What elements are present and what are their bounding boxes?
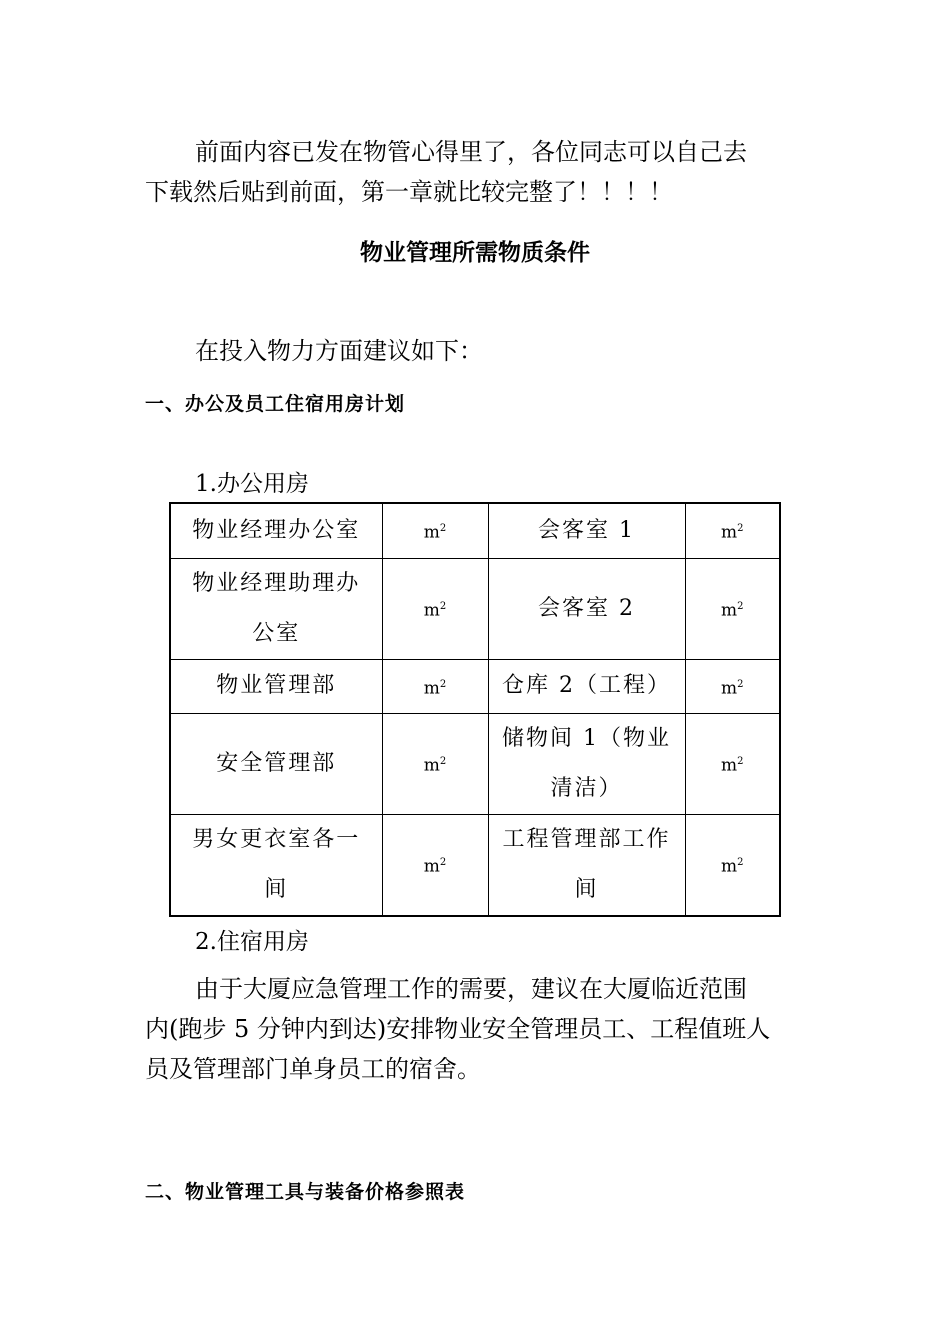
section-heading-1: 一、办公及员工住宿用房计划 [145,393,406,415]
room-name-cell: 物业经理办公室 [170,503,382,558]
area-unit-cell: $m^2$ [685,815,780,917]
room-name-cell: 安全管理部 [170,714,382,815]
room-name-cell: 物业管理部 [170,659,382,714]
intro-paragraph [145,132,810,212]
housing-line-3: 员及管理部门单身员工的宿舍。 [145,1055,481,1083]
area-unit-cell: $m^2$ [382,815,488,917]
area-unit-cell: $m^2$ [685,714,780,815]
room-name-cell: 仓库 2（工程） [488,659,685,714]
housing-paragraph [145,969,810,1089]
area-unit-cell: $m^2$ [685,558,780,659]
table-row [170,815,780,917]
table-row [170,558,780,659]
area-unit-cell: $m^2$ [685,503,780,558]
area-unit-cell: $m^2$ [382,659,488,714]
room-name-cell: 储物间 1（物业清洁） [488,714,685,815]
table-row [170,714,780,815]
office-rooms-table [169,502,781,917]
room-name-cell: 物业经理助理办公室 [170,558,382,659]
area-unit-cell: $m^2$ [382,558,488,659]
housing-line-1: 由于大厦应急管理工作的需要，建议在大厦临近范围 [195,975,747,1003]
section-heading-2: 二、物业管理工具与装备价格参照表 [145,1181,466,1203]
room-name-cell: 会客室 2 [488,558,685,659]
table-row [170,503,780,558]
lead-paragraph [145,331,810,371]
area-unit-cell: $m^2$ [382,714,488,815]
page-title: 物业管理所需物质条件 [360,240,590,266]
lead-text: 在投入物力方面建议如下： [195,337,483,365]
area-unit-cell: $m^2$ [685,659,780,714]
subheading-office: 1.办公用房 [195,471,309,497]
room-name-cell: 会客室 1 [488,503,685,558]
subheading-housing: 2.住宿用房 [195,929,309,955]
room-name-cell: 男女更衣室各一间 [170,815,382,917]
room-name-cell: 工程管理部工作间 [488,815,685,917]
table-row [170,659,780,714]
housing-line-2: 内(跑步 5 分钟内到达)安排物业安全管理员工、工程值班人 [145,1015,771,1043]
area-unit-cell: $m^2$ [382,503,488,558]
intro-line-2: 下载然后贴到前面，第一章就比较完整了！！！！ [145,178,673,206]
intro-line-1: 前面内容已发在物管心得里了，各位同志可以自己去 [195,138,747,166]
